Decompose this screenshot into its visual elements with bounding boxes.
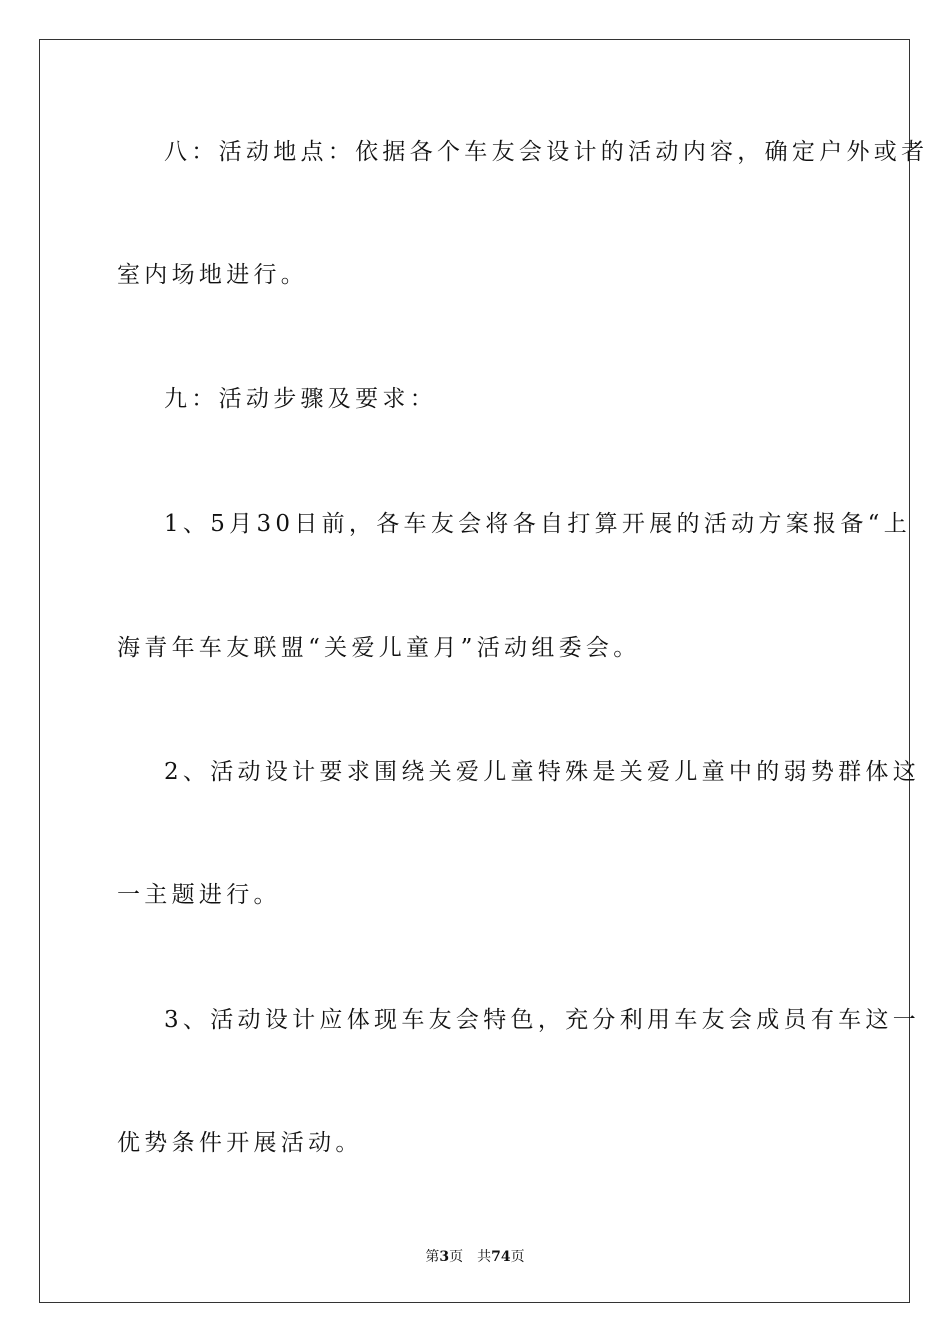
page-frame [39,39,910,1303]
paragraph-line: 八：活动地点：依据各个车友会设计的活动内容，确定户外或者 [164,139,929,165]
paragraph-line: 3、活动设计应体现车友会特色，充分利用车友会成员有车这一 [164,1007,921,1033]
total-suffix: 页 [510,1249,525,1265]
page-number: 3 [439,1249,450,1265]
paragraph-line: 室内场地进行。 [117,262,309,288]
total-pages: 74 [491,1249,511,1265]
page-suffix: 页 [449,1249,464,1265]
paragraph-line: 一主题进行。 [117,882,281,908]
total-prefix: 共 [477,1249,492,1265]
paragraph-line: 九：活动步骤及要求： [164,386,437,412]
paragraph-line: 优势条件开展活动。 [117,1130,363,1156]
paragraph-line: 海青年车友联盟“关爱儿童月”活动组委会。 [117,635,641,661]
page-footer [0,1248,950,1266]
paragraph-line: 1、5月30日前，各车友会将各自打算开展的活动方案报备“上 [164,511,911,537]
paragraph-line: 2、活动设计要求围绕关爱儿童特殊是关爱儿童中的弱势群体这 [164,759,921,785]
page-prefix: 第 [425,1249,440,1265]
